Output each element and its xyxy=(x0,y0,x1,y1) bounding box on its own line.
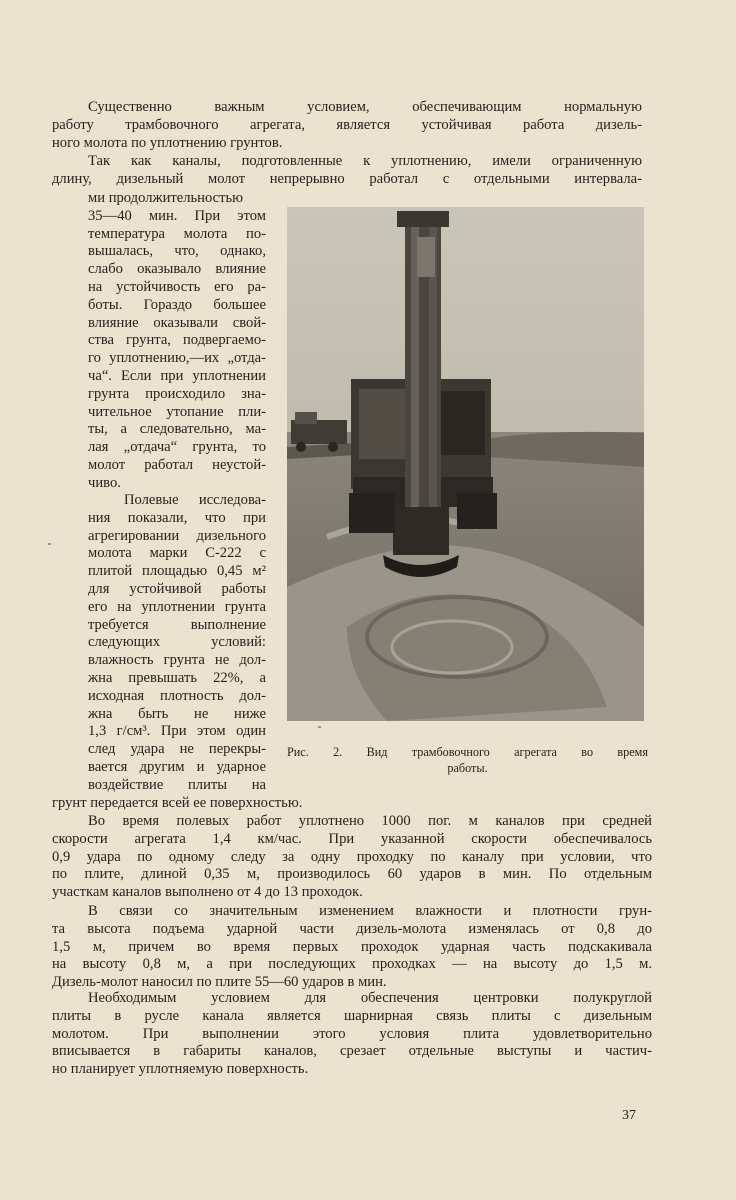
text-line: требуется выполнение xyxy=(88,616,266,633)
text-line: след удара не перекры- xyxy=(88,741,266,758)
figure-photo xyxy=(287,207,644,721)
page-number: 37 xyxy=(622,1108,636,1123)
text-line: молот работал неустой- xyxy=(88,456,266,473)
text-line: вышалась, что, однако, xyxy=(88,243,266,260)
text-line: следующих условий: xyxy=(88,634,266,651)
text-line: молота марки С-222 с xyxy=(88,545,266,562)
machine-photo-image xyxy=(287,207,644,721)
figure-caption xyxy=(287,745,648,776)
text-line: Во время полевых работ уплотнено 1000 пог. м каналов при средней xyxy=(88,813,652,829)
text-line: вписывается в габариты каналов, срезает отдельные выступы и частич- xyxy=(52,1043,652,1060)
text-line: плитой площадью 0,45 м² xyxy=(88,563,266,580)
text-line: по плите, длиной 0,35 м, производилось 60 ударов в мин. По отдельным xyxy=(52,866,652,883)
text-line: Так как каналы, подготовленные к уплотнению, имели ограниченную xyxy=(88,153,642,169)
text-line: но планирует уплотняемую поверхность. xyxy=(52,1061,309,1078)
text-line: вается другим и ударное xyxy=(88,758,266,775)
caption-line: Рис. 2. Вид трамбовочного агрегата во время xyxy=(287,745,648,759)
text-line: Полевые исследова- xyxy=(124,492,266,508)
paragraph-1 xyxy=(52,99,642,152)
text-line: его на уплотнении грунта xyxy=(88,598,266,615)
text-line: грунт передается всей ее поверхностью. xyxy=(52,795,303,811)
text-line: исходная плотность дол- xyxy=(88,687,266,704)
text-line: Существенно важным условием, обеспечивающим нормальную xyxy=(88,99,642,115)
print-speck xyxy=(318,726,321,728)
text-line: на устойчивость его ра- xyxy=(88,278,266,295)
text-line: воздействие плиты на xyxy=(88,776,266,793)
text-line: ного молота по уплотнению грунтов. xyxy=(52,134,283,151)
text-line: чительное утопание пли- xyxy=(88,403,266,420)
paragraph-3-tail xyxy=(52,795,642,813)
text-line: слабо оказывало влияние xyxy=(88,261,266,278)
text-line: ча“. Если при уплотнении xyxy=(88,367,266,384)
caption-line: работы. xyxy=(447,760,488,775)
text-line: участкам каналов выполнено от 4 до 13 проходок. xyxy=(52,884,363,901)
text-line: грунта происходило зна- xyxy=(88,385,266,402)
text-line: чиво. xyxy=(88,474,121,491)
text-line: Дизель-молот наносил по плите 55—60 ударов в мин. xyxy=(52,974,387,991)
text-line: жна превышать 22%, а xyxy=(88,669,266,686)
text-line: агрегировании дизельного xyxy=(88,527,266,544)
text-line: влажность грунта не дол- xyxy=(88,652,266,669)
paragraph-4 xyxy=(52,813,652,902)
paragraph-5 xyxy=(52,903,652,992)
text-line: ния показали, что при xyxy=(88,509,266,526)
text-line: на высоту 0,8 м, а при последующих проходках — на высоту до 1,5 м. xyxy=(52,956,652,973)
text-line: го уплотнению,—их „отда- xyxy=(88,350,266,367)
text-line: для устойчивой работы xyxy=(88,580,266,597)
text-line: 0,9 удара по одному следу за одну проходку по каналу при условии, что xyxy=(52,848,652,865)
paragraph-6 xyxy=(52,990,652,1079)
paragraph-2-column xyxy=(88,190,266,493)
text-line: 1,3 г/см³. При этом один xyxy=(88,723,266,740)
text-line: скорости агрегата 1,4 км/час. При указанной скорости обеспечивалось xyxy=(52,830,652,847)
text-line: влияние оказывали свой- xyxy=(88,314,266,331)
print-speck xyxy=(48,543,51,545)
text-line: длину, дизельный молот непрерывно работал с отдельными интервала- xyxy=(52,170,642,187)
paragraph-2 xyxy=(52,153,642,189)
text-line: 1,5 м, причем во время первых проходок ударная часть подскакивала xyxy=(52,938,652,955)
text-line: температура молота по- xyxy=(88,225,266,242)
text-line: плиты в русле канала является шарнирная связь плиты с дизельным xyxy=(52,1007,652,1024)
text-line: лая „отдача“ грунта, то xyxy=(88,439,266,456)
text-line: 35—40 мин. При этом xyxy=(88,207,266,224)
text-line: ми продолжительностью xyxy=(88,190,244,206)
text-line: работу трамбовочного агрегата, является устойчивая работа дизель- xyxy=(52,116,642,133)
paragraph-3-column xyxy=(88,492,266,795)
text-line: ты, а следовательно, ма- xyxy=(88,421,266,438)
text-line: молотом. При выполнении этого условия плита удовлетворительно xyxy=(52,1025,652,1042)
text-line: ства грунта, подвергаемо- xyxy=(88,332,266,349)
text-line: та высота подъема ударной части дизель-молота изменялась от 0,8 до xyxy=(52,920,652,937)
text-line: В связи со значительным изменением влажности и плотности грун- xyxy=(88,903,652,919)
text-line: боты. Гораздо большее xyxy=(88,296,266,313)
text-line: Необходимым условием для обеспечения центровки полукруглой xyxy=(88,990,652,1006)
text-line: жна быть не ниже xyxy=(88,705,266,722)
